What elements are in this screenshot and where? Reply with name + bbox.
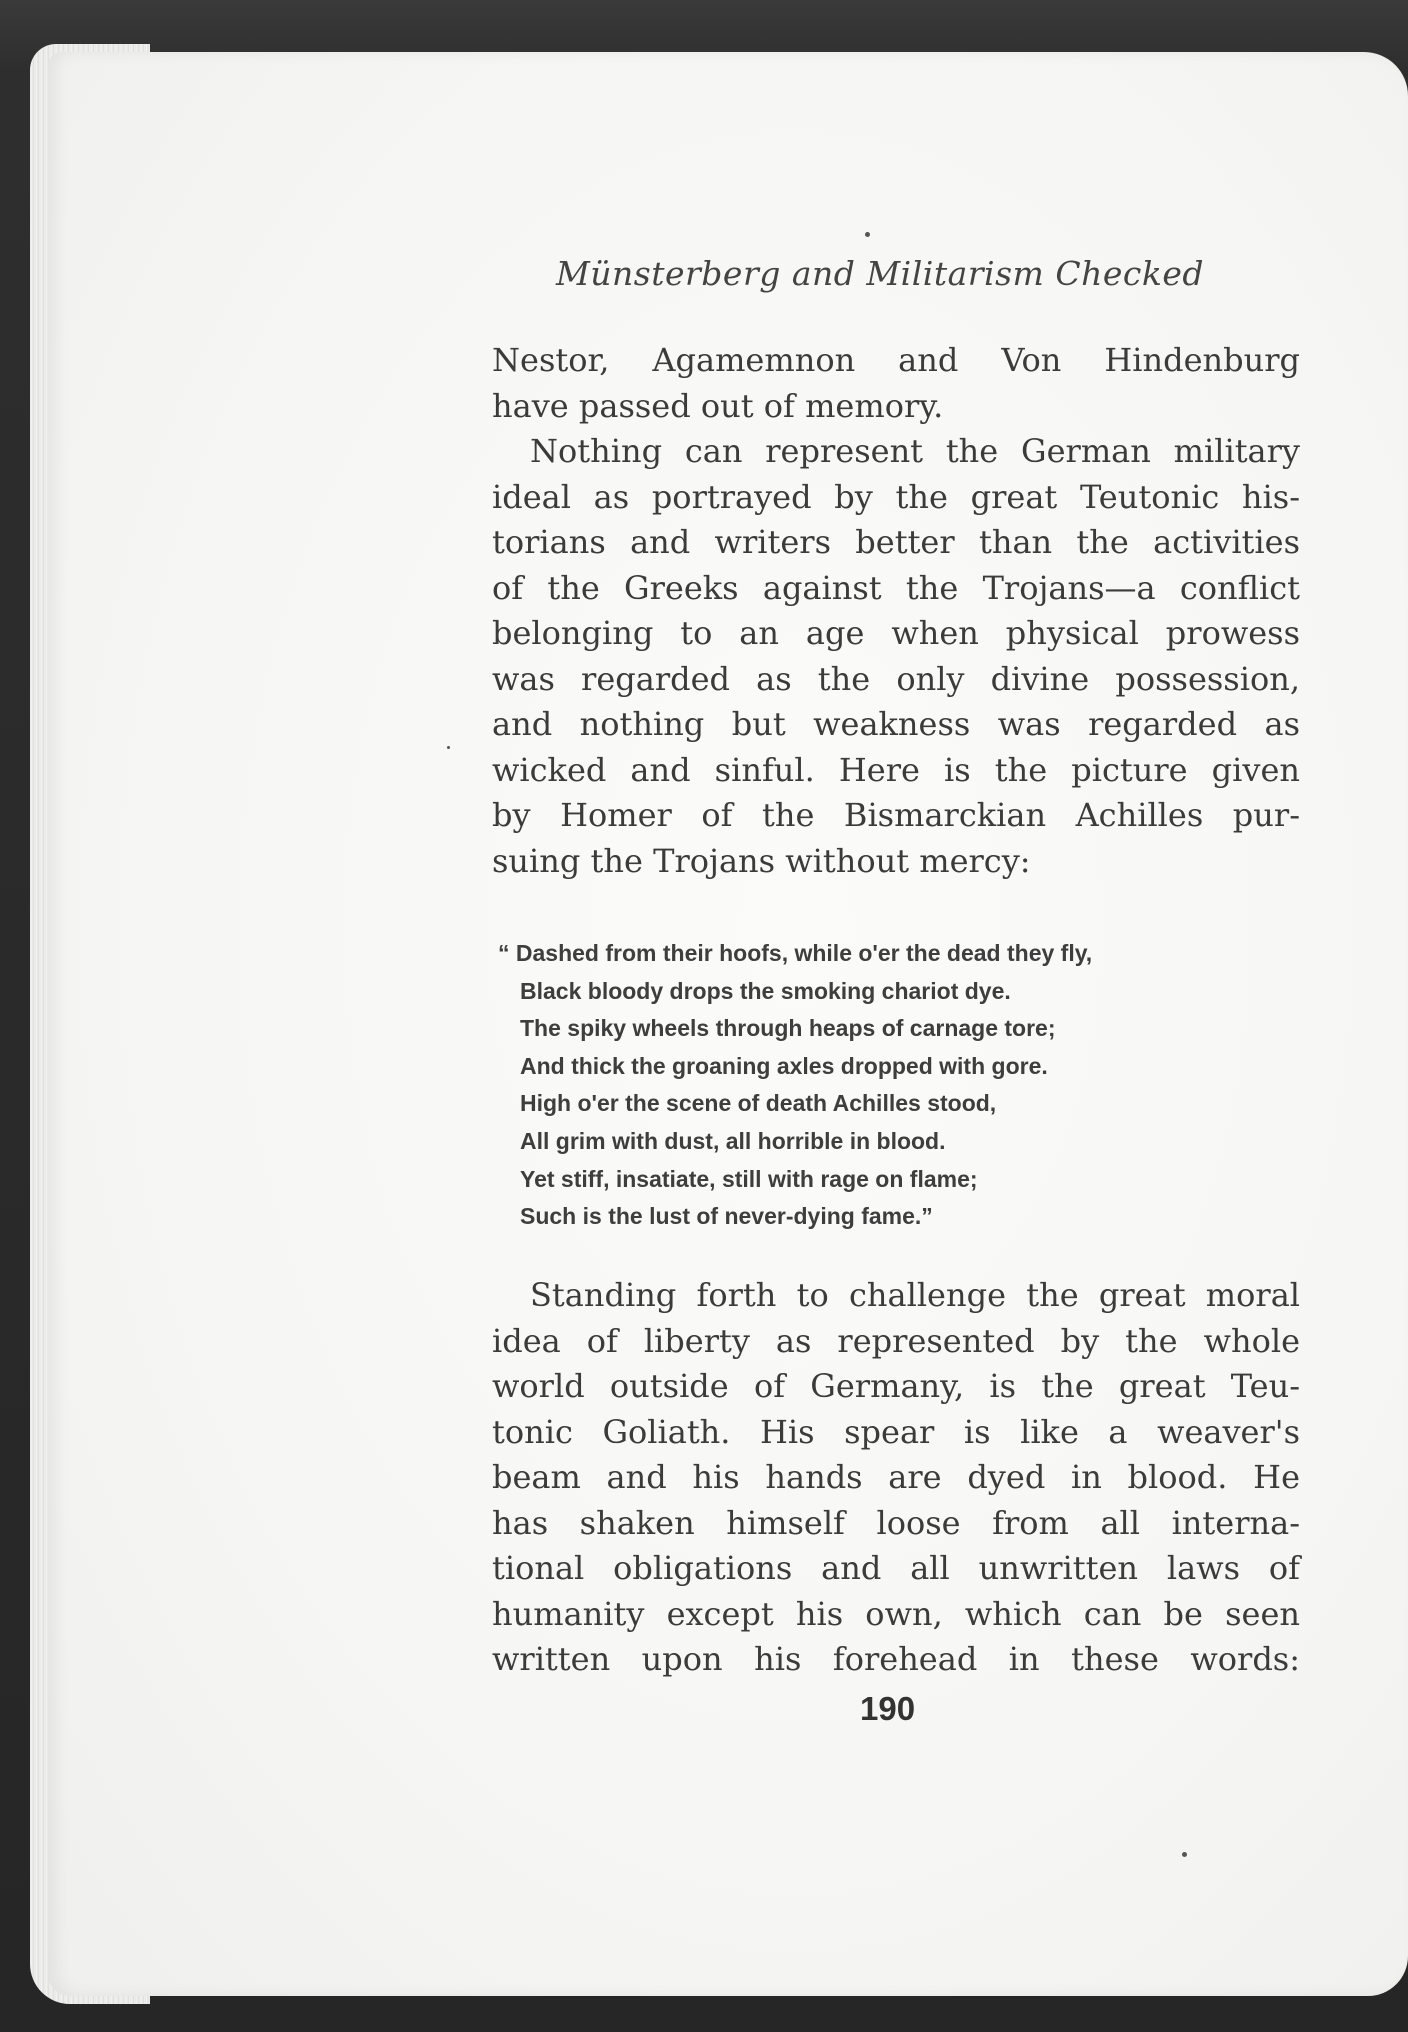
poem-line: And thick the groaning axles dropped with gore. — [520, 1052, 1048, 1079]
text-line: Standing forth to challenge the great moral — [530, 1276, 1300, 1314]
poem-line: Yet stiff, insatiate, still with rage on flame; — [520, 1165, 978, 1192]
text-line: have passed out of memory. — [492, 386, 944, 425]
text-line: has shaken himself loose from all interna- — [492, 1503, 1300, 1542]
text-line: suing the Trojans without mercy: — [492, 841, 1031, 880]
paragraph-1 — [492, 338, 1300, 429]
poem-line: All grim with dust, all horrible in blood. — [520, 1127, 946, 1154]
poem-line: The spiky wheels through heaps of carnage tore; — [520, 1015, 1056, 1042]
text-line: belonging to an age when physical prowess — [492, 614, 1300, 652]
poem-quotation — [498, 935, 1308, 1236]
text-line: beam and his hands are dyed in blood. He — [492, 1458, 1300, 1496]
dust-speck — [1182, 1852, 1187, 1857]
text-line: torians and writers better than the activities — [492, 523, 1300, 561]
text-line: of the Greeks against the Trojans—a conflict — [492, 568, 1300, 607]
text-line: tional obligations and all unwritten laws of — [492, 1549, 1300, 1587]
text-line: tonic Goliath. His spear is like a weaver's — [492, 1412, 1300, 1451]
text-line: written upon his forehead in these words: — [492, 1640, 1300, 1678]
poem-line: High o'er the scene of death Achilles stood, — [520, 1090, 997, 1117]
poem-line: “ Dashed from their hoofs, while o'er the dead they fly, — [498, 940, 1093, 966]
text-line: Nothing can represent the German military — [530, 432, 1300, 470]
paragraph-3 — [492, 1273, 1300, 1683]
dust-speck — [865, 232, 870, 237]
text-line: humanity except his own, which can be seen — [492, 1594, 1300, 1633]
paragraph-2 — [492, 429, 1300, 884]
text-line: by Homer of the Bismarckian Achilles pur- — [492, 796, 1300, 834]
text-line: idea of liberty as represented by the whole — [492, 1321, 1300, 1360]
page-number: 190 — [860, 1690, 916, 1727]
text-line: wicked and sinful. Here is the picture given — [492, 750, 1300, 789]
text-line: and nothing but weakness was regarded as — [492, 705, 1300, 743]
dust-speck — [447, 746, 450, 749]
running-head: Münsterberg and Militarism Checked — [556, 254, 1204, 293]
text-line: ideal as portrayed by the great Teutonic his- — [492, 477, 1300, 516]
text-line: Nestor, Agamemnon and Von Hindenburg — [492, 341, 1300, 379]
poem-line: Black bloody drops the smoking chariot dye. — [520, 977, 1011, 1004]
text-line: world outside of Germany, is the great Teu- — [492, 1367, 1300, 1405]
poem-line: Such is the lust of never-dying fame.” — [520, 1203, 933, 1230]
text-line: was regarded as the only divine possession, — [492, 659, 1300, 698]
